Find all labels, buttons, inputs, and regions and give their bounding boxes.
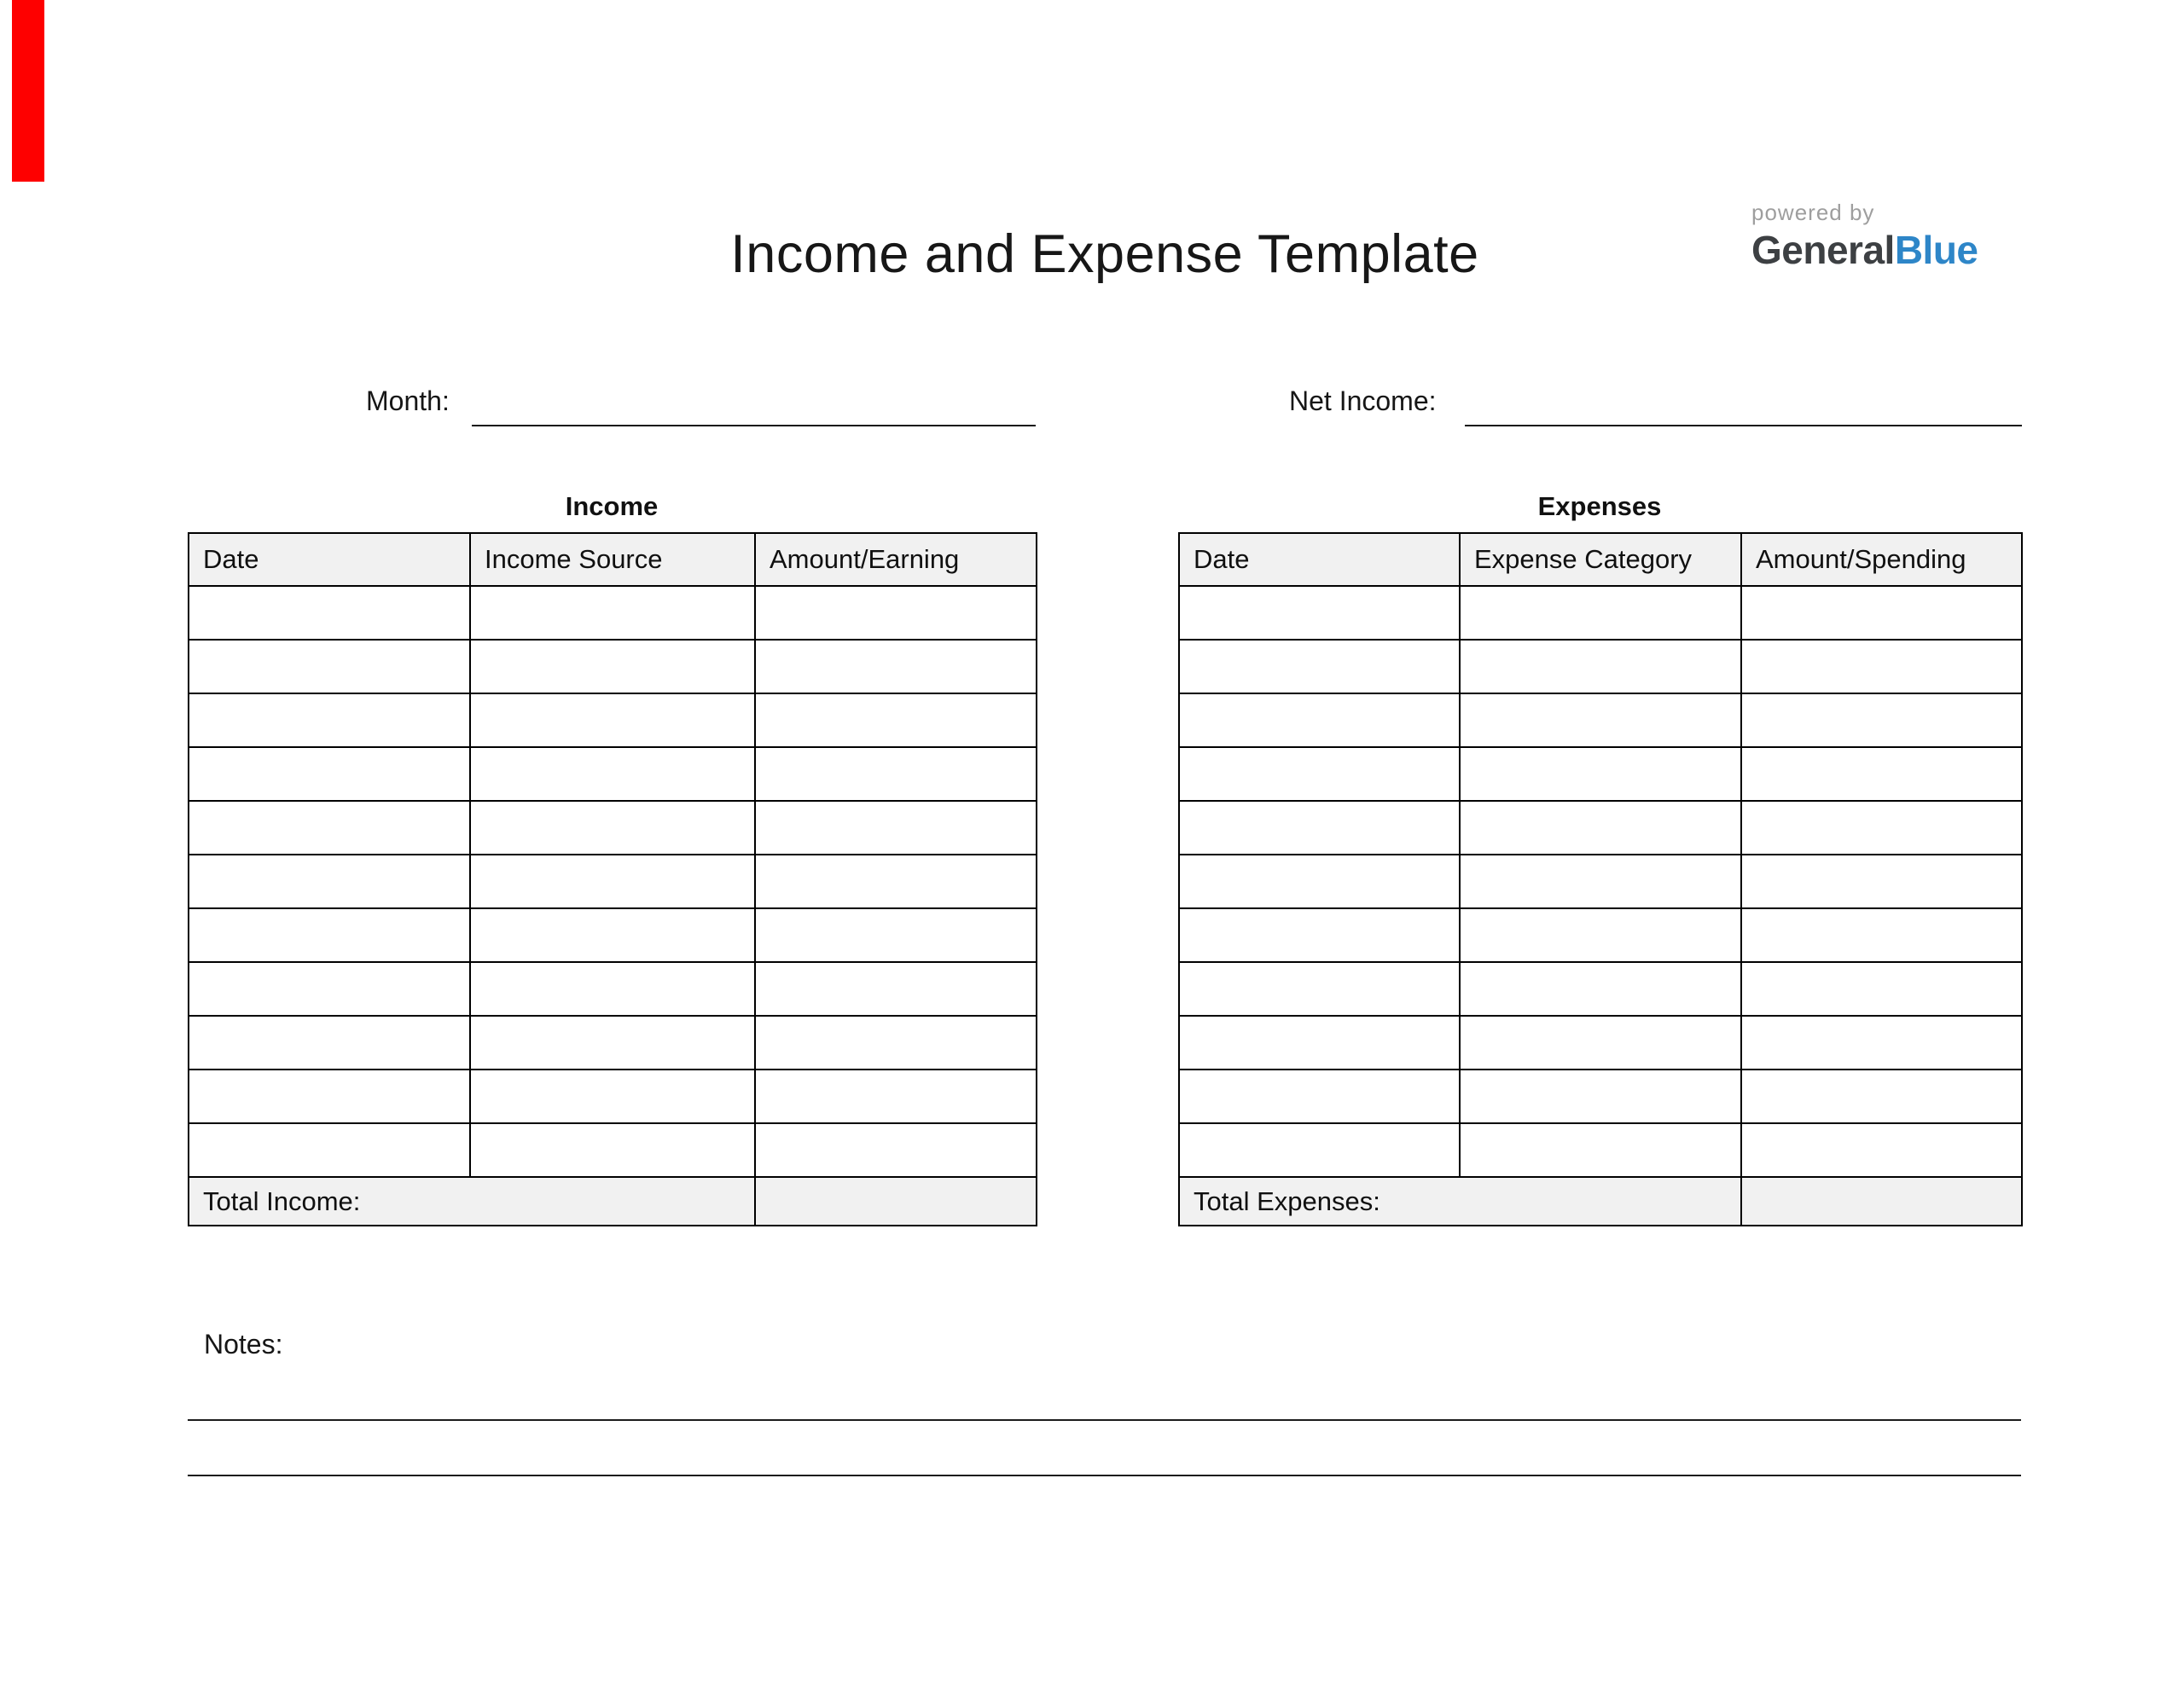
empty-cell [1179, 640, 1460, 693]
empty-cell [1741, 1070, 2022, 1123]
empty-cell [1741, 1016, 2022, 1070]
empty-cell [755, 747, 1037, 801]
empty-cell [1179, 801, 1460, 855]
total-expenses-label: Total Expenses: [1179, 1177, 1741, 1226]
empty-cell [470, 586, 755, 640]
brand-logo [1751, 200, 2110, 270]
total-income-value [755, 1177, 1037, 1226]
empty-cell [1741, 693, 2022, 747]
notes-label: Notes: [204, 1329, 283, 1359]
logo-text-general: General [1751, 228, 1895, 272]
empty-cell [1741, 855, 2022, 908]
empty-cell [189, 1016, 470, 1070]
table-row [1179, 1016, 2022, 1070]
empty-cell [189, 586, 470, 640]
notes-line-2 [188, 1475, 2021, 1476]
table-row [189, 962, 1037, 1016]
month-fill-line [472, 386, 1036, 426]
empty-cell [189, 908, 470, 962]
empty-cell [470, 640, 755, 693]
expense-header-category: Expense Category [1460, 533, 1741, 586]
table-row [1179, 640, 2022, 693]
notes-line-1 [188, 1419, 2021, 1421]
empty-cell [1179, 747, 1460, 801]
income-total-row [189, 1177, 1037, 1226]
empty-cell [1179, 1070, 1460, 1123]
empty-cell [189, 855, 470, 908]
table-row [189, 640, 1037, 693]
income-header-date: Date [189, 533, 470, 586]
table-row [1179, 962, 2022, 1016]
month-label: Month: [366, 386, 450, 416]
table-row [189, 908, 1037, 962]
empty-cell [755, 693, 1037, 747]
empty-cell [1460, 855, 1741, 908]
income-section-title: Income [565, 491, 659, 521]
empty-cell [1460, 586, 1741, 640]
page-title: Income and Expense Template [730, 224, 1479, 284]
empty-cell [1460, 962, 1741, 1016]
income-table [188, 532, 1037, 1226]
empty-cell [470, 855, 755, 908]
empty-cell [755, 640, 1037, 693]
empty-cell [755, 801, 1037, 855]
generalblue-logo [1751, 229, 2110, 270]
table-row [1179, 693, 2022, 747]
table-row [189, 586, 1037, 640]
empty-cell [755, 962, 1037, 1016]
empty-cell [1179, 693, 1460, 747]
table-row [189, 693, 1037, 747]
empty-cell [1741, 586, 2022, 640]
total-income-label: Total Income: [189, 1177, 755, 1226]
empty-cell [1179, 908, 1460, 962]
expense-header-date: Date [1179, 533, 1460, 586]
logo-text-blue: Blue [1894, 228, 1978, 272]
empty-cell [1179, 1016, 1460, 1070]
empty-cell [755, 908, 1037, 962]
expenses-section-title: Expenses [1537, 491, 1662, 521]
net-income-fill-line [1465, 386, 2022, 426]
empty-cell [1460, 1016, 1741, 1070]
empty-cell [1741, 640, 2022, 693]
empty-cell [470, 747, 755, 801]
net-income-label: Net Income: [1289, 386, 1437, 416]
income-header-source: Income Source [470, 533, 755, 586]
empty-cell [189, 640, 470, 693]
income-header-row [189, 533, 1037, 586]
table-row [1179, 1123, 2022, 1177]
empty-cell [470, 801, 755, 855]
empty-cell [1179, 586, 1460, 640]
empty-cell [189, 962, 470, 1016]
table-row [1179, 747, 2022, 801]
empty-cell [470, 1070, 755, 1123]
table-row [1179, 586, 2022, 640]
empty-cell [755, 855, 1037, 908]
expense-total-row [1179, 1177, 2022, 1226]
empty-cell [1460, 1070, 1741, 1123]
table-row [189, 747, 1037, 801]
table-row [189, 855, 1037, 908]
empty-cell [1179, 1123, 1460, 1177]
empty-cell [1179, 962, 1460, 1016]
expense-header-row [1179, 533, 2022, 586]
empty-cell [189, 693, 470, 747]
total-expenses-value [1741, 1177, 2022, 1226]
empty-cell [1741, 801, 2022, 855]
empty-cell [189, 1123, 470, 1177]
powered-by-text: powered by [1751, 200, 1875, 225]
table-row [189, 1070, 1037, 1123]
table-row [189, 801, 1037, 855]
empty-cell [755, 1016, 1037, 1070]
table-row [1179, 908, 2022, 962]
table-row [1179, 855, 2022, 908]
empty-cell [1460, 801, 1741, 855]
expense-table-container [1178, 532, 2021, 1226]
empty-cell [470, 962, 755, 1016]
empty-cell [1460, 640, 1741, 693]
empty-cell [1741, 908, 2022, 962]
empty-cell [470, 693, 755, 747]
expense-table [1178, 532, 2023, 1226]
empty-cell [1460, 747, 1741, 801]
expense-header-amount: Amount/Spending [1741, 533, 2022, 586]
empty-cell [755, 1123, 1037, 1177]
empty-cell [470, 1123, 755, 1177]
empty-cell [189, 1070, 470, 1123]
empty-cell [470, 1016, 755, 1070]
red-margin-mark [12, 0, 44, 182]
income-table-container [188, 532, 1036, 1226]
empty-cell [755, 586, 1037, 640]
empty-cell [189, 747, 470, 801]
empty-cell [1179, 855, 1460, 908]
table-row [1179, 1070, 2022, 1123]
empty-cell [1460, 693, 1741, 747]
table-row [1179, 801, 2022, 855]
empty-cell [189, 801, 470, 855]
income-header-amount: Amount/Earning [755, 533, 1037, 586]
empty-cell [1741, 962, 2022, 1016]
empty-cell [1741, 1123, 2022, 1177]
empty-cell [1460, 908, 1741, 962]
empty-cell [1460, 1123, 1741, 1177]
empty-cell [1741, 747, 2022, 801]
table-row [189, 1016, 1037, 1070]
empty-cell [470, 908, 755, 962]
empty-cell [755, 1070, 1037, 1123]
table-row [189, 1123, 1037, 1177]
